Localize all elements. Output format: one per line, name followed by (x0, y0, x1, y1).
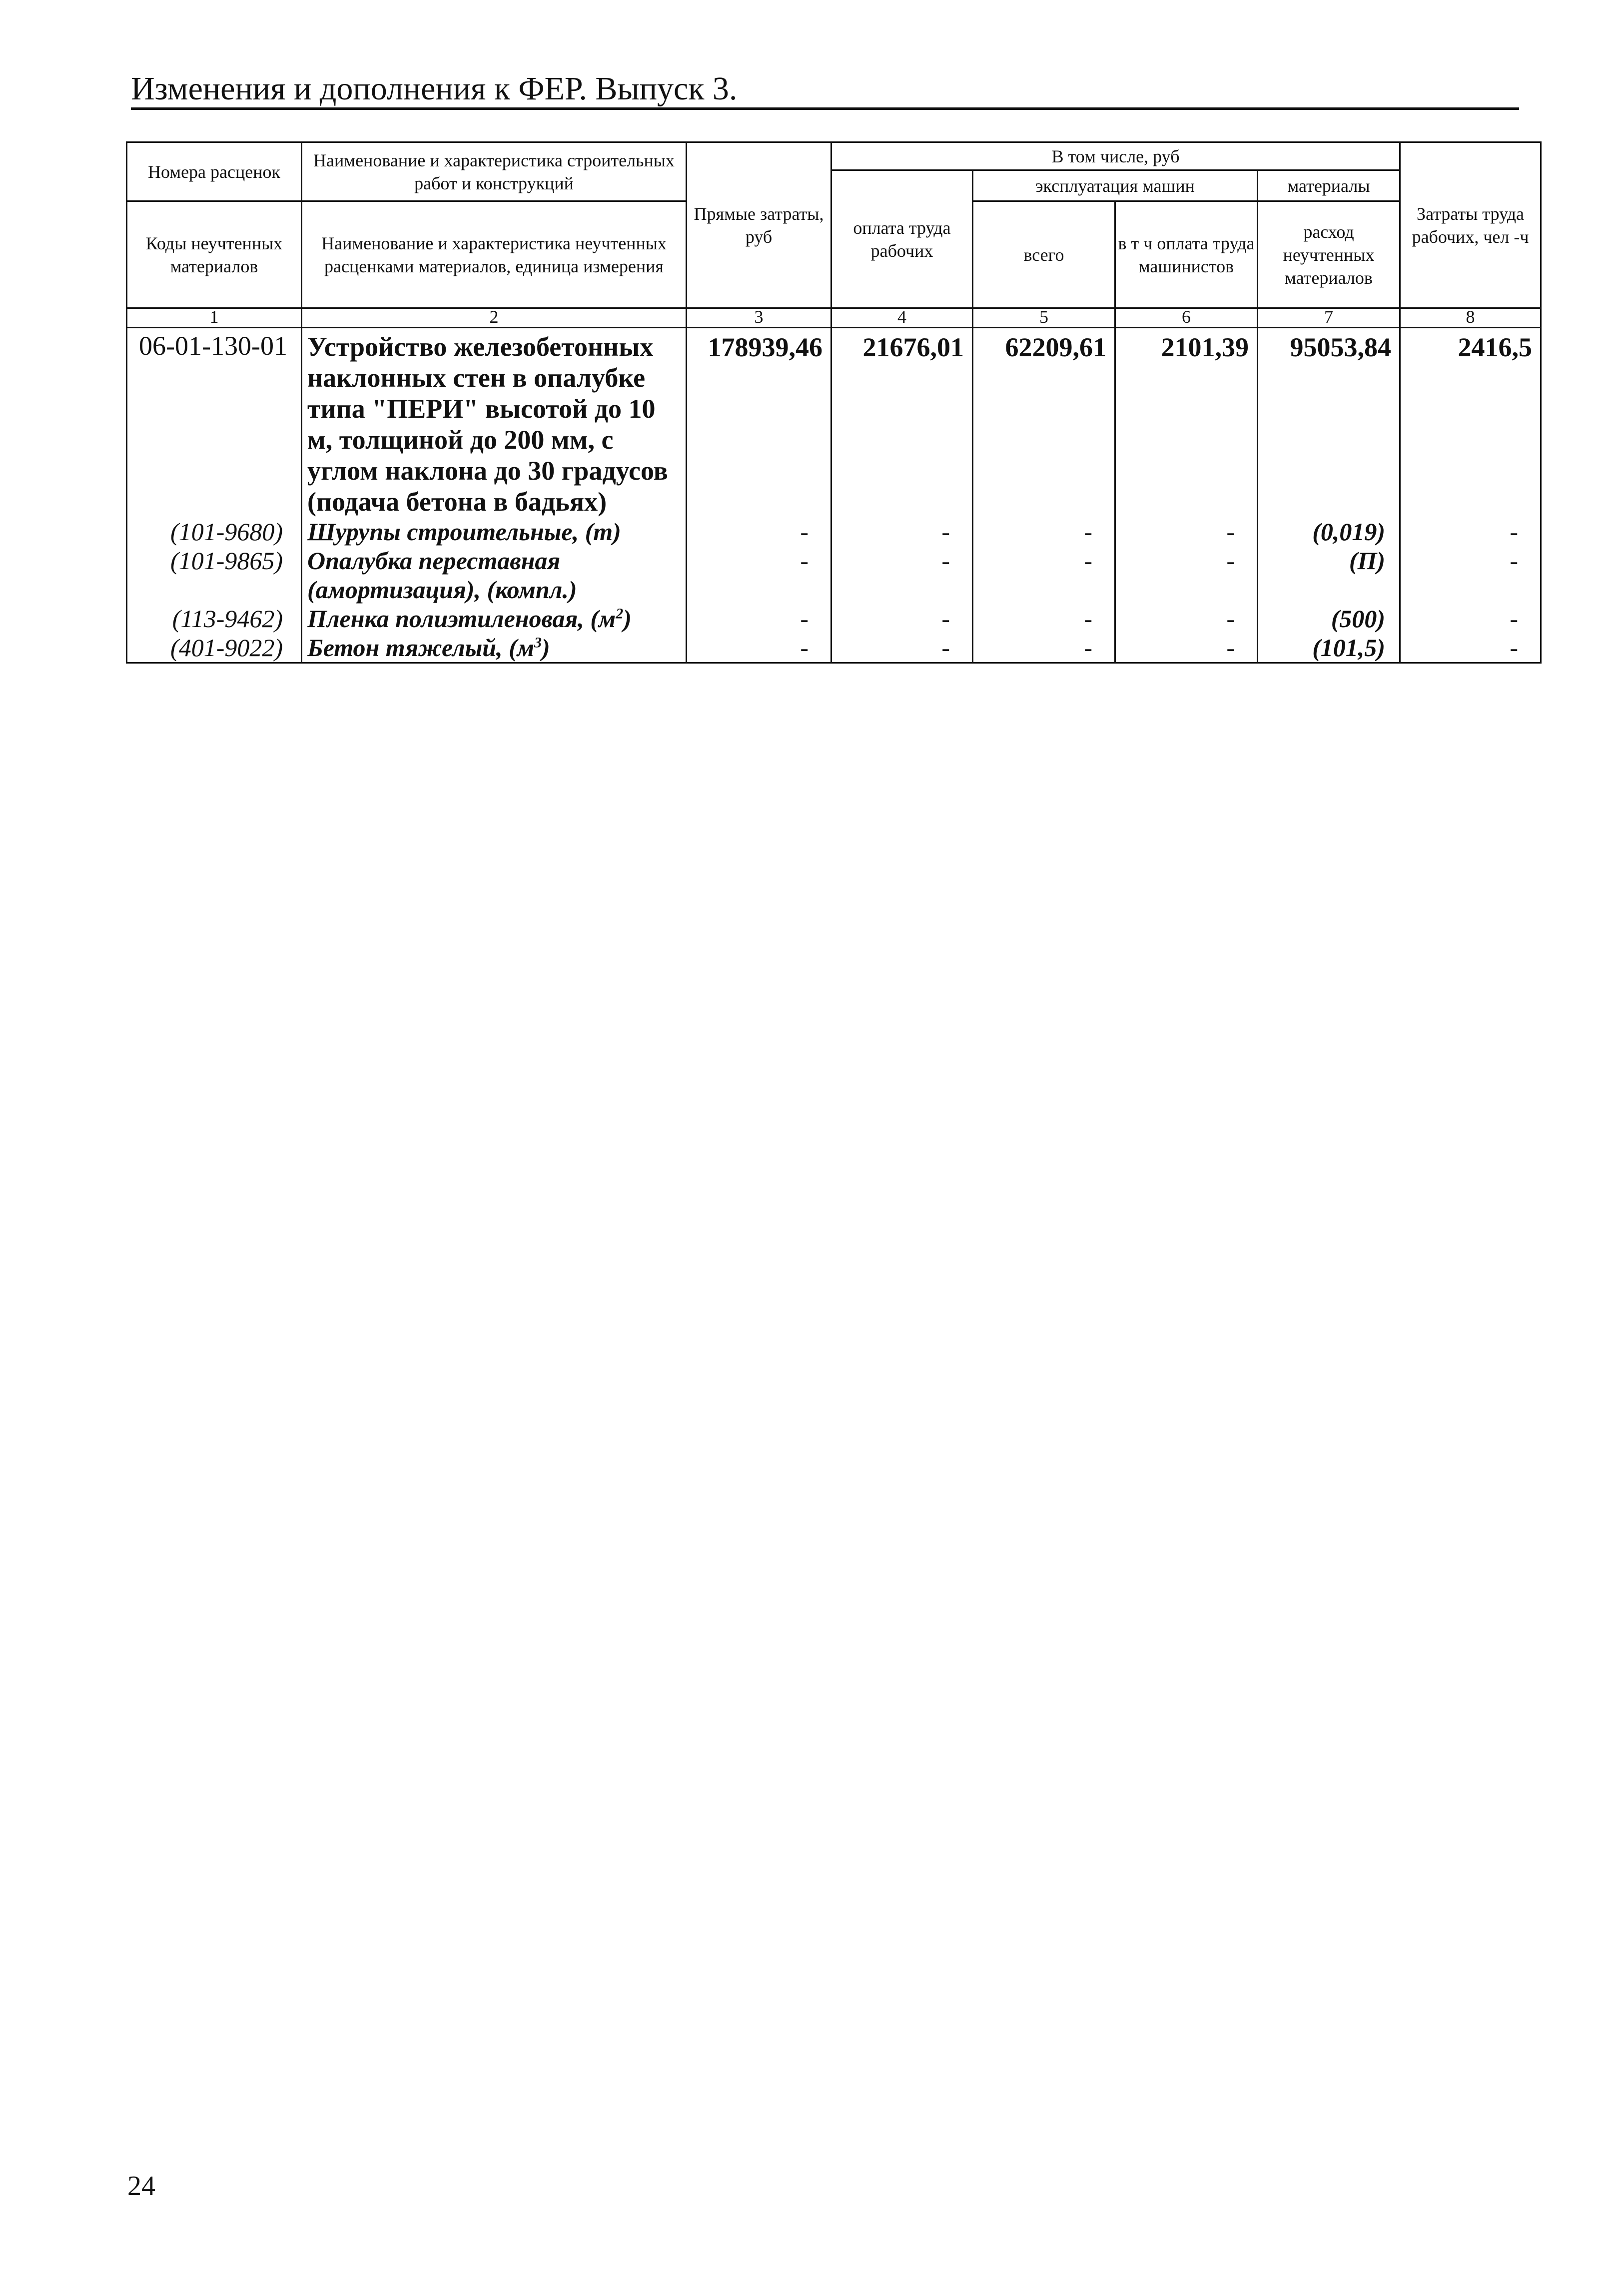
column-number: 5 (973, 308, 1115, 328)
page-header (131, 71, 1519, 110)
header-unaccounted-materials: расход неучтенных материалов (1258, 201, 1400, 308)
material-name: Бетон тяжелый, $(м^3)$ (302, 633, 687, 663)
material-code: (401-9022) (127, 633, 302, 663)
header-rate-numbers: Номера расценок (127, 142, 302, 201)
material-name: Опалубка переставная (амортизация), (компл.) (302, 546, 687, 604)
worker-pay-value: 21676,01 (831, 328, 973, 518)
header-work-name: Наименование и характеристика строительных работ и конструкций (302, 142, 687, 201)
material-name: Пленка полиэтиленовая, $(м^2)$ (302, 604, 687, 633)
material-qty: (101,5) (1258, 633, 1400, 663)
machine-total-value: 62209,61 (973, 328, 1115, 518)
material-c4: - (831, 604, 973, 633)
column-number: 4 (831, 308, 973, 328)
header-labor-costs: Затраты труда рабочих, чел -ч (1400, 142, 1541, 308)
page-number: 24 (127, 2171, 155, 2202)
material-c8: - (1400, 517, 1541, 546)
header-materials: материалы (1258, 170, 1400, 201)
main-rate-row (127, 328, 1541, 518)
material-c4: - (831, 633, 973, 663)
material-c3: - (687, 633, 831, 663)
material-code: (101-9865) (127, 546, 302, 604)
material-c6: - (1115, 546, 1258, 604)
material-row (127, 546, 1541, 604)
material-row (127, 604, 1541, 633)
column-number: 8 (1400, 308, 1541, 328)
column-number-row (127, 308, 1541, 328)
header-machine-total: всего (973, 201, 1115, 308)
material-c6: - (1115, 604, 1258, 633)
material-code: (101-9680) (127, 517, 302, 546)
material-c8: - (1400, 604, 1541, 633)
header-row-1 (127, 142, 1541, 170)
rates-table (126, 141, 1542, 664)
material-c5: - (973, 604, 1115, 633)
material-c8: - (1400, 546, 1541, 604)
material-code: (113-9462) (127, 604, 302, 633)
material-c3: - (687, 546, 831, 604)
material-c4: - (831, 546, 973, 604)
header-machinist-pay: в т ч оплата труда машинистов (1115, 201, 1258, 308)
header-worker-pay: оплата труда рабочих (831, 170, 973, 308)
material-row (127, 517, 1541, 546)
material-c5: - (973, 633, 1115, 663)
column-number: 2 (302, 308, 687, 328)
labor-value: 2416,5 (1400, 328, 1541, 518)
material-qty: (П) (1258, 546, 1400, 604)
rate-code: 06-01-130-01 (127, 328, 302, 518)
header-machine-ops: эксплуатация машин (973, 170, 1258, 201)
material-c3: - (687, 517, 831, 546)
material-c6: - (1115, 517, 1258, 546)
column-number: 7 (1258, 308, 1400, 328)
header-direct-costs: Прямые затраты, руб (687, 142, 831, 308)
direct-costs-value: 178939,46 (687, 328, 831, 518)
material-c8: - (1400, 633, 1541, 663)
header-material-codes: Коды неучтенных материалов (127, 201, 302, 308)
column-number: 6 (1115, 308, 1258, 328)
material-qty: (500) (1258, 604, 1400, 633)
header-including: В том числе, руб (831, 142, 1400, 170)
column-number: 3 (687, 308, 831, 328)
material-row (127, 633, 1541, 663)
header-material-name: Наименование и характеристика неучтенных расценками материалов, единица измерения (302, 201, 687, 308)
material-c4: - (831, 517, 973, 546)
material-c3: - (687, 604, 831, 633)
material-qty: (0,019) (1258, 517, 1400, 546)
material-c5: - (973, 517, 1115, 546)
header-title: Изменения и дополнения к ФЕР. Выпуск 3. (131, 70, 738, 107)
material-name: Шурупы строительные, (т) (302, 517, 687, 546)
materials-value: 95053,84 (1258, 328, 1400, 518)
machinist-pay-value: 2101,39 (1115, 328, 1258, 518)
rate-name: Устройство железобетонных наклонных стен в опалубке типа "ПЕРИ" высотой до 10 м, толщиной до 200 мм, с углом наклона до 30 градусов (подача бетона в бадьях) (302, 328, 687, 518)
material-c6: - (1115, 633, 1258, 663)
column-number: 1 (127, 308, 302, 328)
material-c5: - (973, 546, 1115, 604)
